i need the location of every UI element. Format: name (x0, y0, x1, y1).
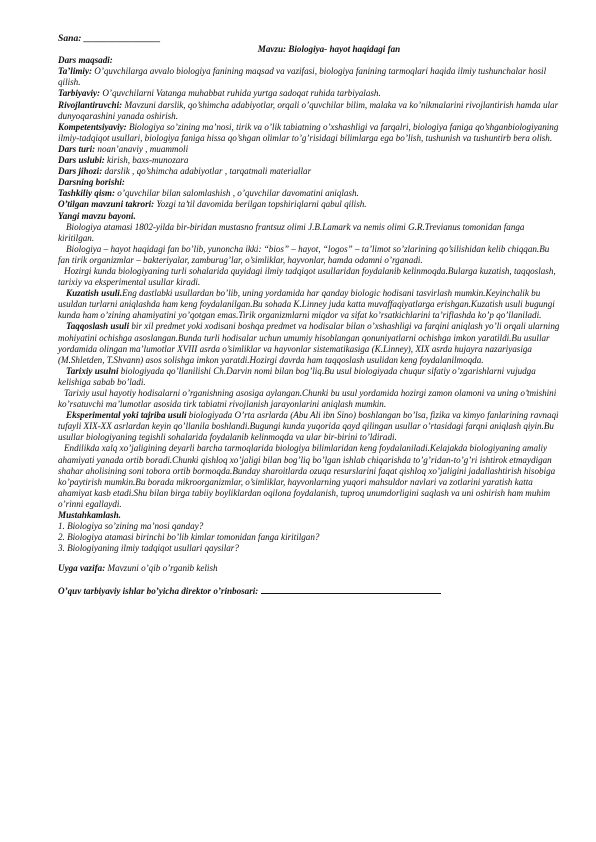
lesson-method (58, 155, 560, 166)
review-question-1: 1. Biologiya so’zining ma’nosi qanday? (58, 521, 204, 532)
goal-kompetent (58, 122, 560, 144)
goals-heading: Dars maqsadi: (58, 55, 113, 66)
goal-tarbiyaviy-text: O’quvchilarni Vatanga muhabbat ruhida yurtga sadoqat ruhida tarbiyalash. (100, 88, 381, 99)
lesson-method-label: Dars uslubi: (58, 155, 105, 166)
lesson-method-text: kirish, baxs-munozara (104, 155, 189, 166)
lesson-type-text: noan’anaviy , muammoli (95, 143, 189, 154)
homework-text: Mavzuni o’qib o’rganib kelish (105, 563, 218, 574)
observation-text: Eng dastlabki usullardan bo’lib, uning yordamida har qanday biologic hodisani tasvirlash mumkin.Keyinchalik bu usuldan turlarni aniqlashda ham keng foydalanilgan.Bu sohada K.Linney juda katta muvaffaqiyatlarga erishgan.Kuzatish usuli bugungi kunda ham o’zining ahamiyatini yo’qotgan emas.Tirik organizmlarni miqdor va sifat ko’rsatkichlarini ta’riflashda ko’p qo’llaniladi. (58, 288, 555, 321)
signature-label: O’quv tarbiyaviy ishlar bo’yicha direktor o’rinbosari: (58, 585, 261, 596)
comparison-label: Taqqoslash usuli (66, 321, 130, 332)
goal-kompetent-label: Kompetentsiyaviy: (58, 121, 127, 132)
lesson-type-label: Dars turi: (58, 143, 96, 154)
goal-rivojlantiruvchi (58, 100, 560, 122)
signature-blank (261, 584, 441, 594)
organizational-label: Tashkiliy qism: (58, 188, 116, 199)
homework-label: Uyga vazifa: (58, 563, 106, 574)
lesson-title: Mavzu: Biologiya- hayot haqidagi fan (257, 44, 401, 55)
spacer (58, 554, 560, 563)
organizational-part (58, 188, 560, 199)
goal-rivojlantiruvchi-label: Rivojlantiruvchi: (58, 99, 123, 110)
goal-talimiy (58, 66, 560, 88)
experimental-text: biologiyada O’rta asrlarda (Abu Ali ibn Sino) boshlangan bo’lsa, fizika va kimyo fanlarining ravnaqi tufayli XIX-XX asrlardan keyin qo’llanila boshlandi.Bugungi kunda yuqorida qayd qilingan usullar o’rtasidagi farqni aniqlash qiyin.Bu usullar biologiyaning tegishli sohalarida foydalanib kelinmoqda va ular bir-birini to’ldiradi. (58, 410, 559, 443)
goal-tarbiyaviy-label: Tarbiyaviy: (58, 88, 101, 99)
review-question-2: 2. Biologiya atamasi birinchi bo’lib kimlar tomonidan fanga kiritilgan? (58, 532, 320, 543)
spacer (58, 575, 560, 584)
goal-talimiy-text: O’quvchilarga avvalo biologiya fanining maqsad va vazifasi, biologiya fanining tarmoqlari haqida ilmiy tushunchalar hosil qilish. (58, 66, 547, 88)
goal-tarbiyaviy (58, 88, 560, 99)
comparison-text: bir xil predmet yoki xodisani boshqa predmet va hodisalar bilan o’xshashligi va farqini aniqlash yo’li orqali ularning mohiyatini ochishga asoslangan.Bunda turli hodisalar uchun umumiy hisoblangan qonuniyatlarni ochishga imkon yaratildi.Bu usullar yordamida olingan ma’lumotlar XVIII asrda o’simliklar va hayvonlar sistematikasiga (K.Linney), XIX asrda hujayra nazariyasiga (M.Shletden, T.Shvann) asos solishga imkon yaratdi.Hozirgi davrda ham taqqoslash usulidan keng foydalanilmoqda. (58, 321, 560, 365)
body-paragraph-1: Biologiya atamasi 1802-yilda bir-biridan mustasno frantsuz olimi J.B.Lamark va nemis olimi G.R.Trevianus tomonidan fanga kiritilgan. (58, 221, 525, 243)
body-paragraph-4 (58, 288, 560, 321)
body-paragraph-7: Tarixiy usul hayotiy hodisalarni o’rganishning asosiga aylangan.Chunki bu usul yordamida hozirgi zamon olamoni va uning o’tmishini ko’rsatuvchi ma’lumotlar asosida tirk tabiatni rivojlanish jarayonlarini aniqlash mumkin. (58, 388, 557, 410)
lesson-type (58, 144, 560, 155)
historical-label: Tarixiy usulni (66, 365, 119, 376)
body-paragraph-6 (58, 366, 560, 388)
body-paragraph-2: Biologiya – hayot haqidagi fan bo’lib, yunoncha ikki: “bios” – hayot, “logos” – ta’limot so’zlarining qo’silishidan kelib chiqqan.Bu fan tirik organizmlar – bakteriyalar, zamburug’lar, o’simliklar, hayvonlar, hamda odamni o’rganadi. (58, 243, 550, 265)
new-topic-heading: Yangi mavzu bayoni. (58, 210, 136, 221)
historical-text: biologiyada qo’llanilishi Ch.Darvin nomi bilan bog’liq.Bu usul biologiyada chuqur sifatiy o’zgarishlarni vujudga kelishiga sabab bo’ladi. (58, 365, 536, 387)
review-heading: Mustahkamlash. (58, 510, 121, 521)
homework (58, 563, 560, 574)
lesson-progress-heading: Darsning borishi: (58, 177, 125, 188)
goal-rivojlantiruvchi-text: Mavzuni darslik, qo’shimcha adabiyotlar, orqali o’quvchilar bilim, malaka va ko’nikmalarini rivojlantirish hamda ular dunyoqarashini yanada oshirish. (58, 99, 559, 121)
review-previous-text: Yozgi ta’til davomida berilgan topshiriqlarni qabul qilish. (154, 199, 367, 210)
review-previous-label: O’tilgan mavzuni takrori: (58, 199, 155, 210)
goal-kompetent-text: Biologiya so’zining ma’nosi, tirik va o’lik tabiatning o’xshashligi va farqalri, biologiya faniga qo’shganbiologiyaning ilmiy-tadqiqot usullari, biologiya faniga hissa qo’shgan olimlar to’g’risidagi bilimlarga ega bo’lish, tushunish va tushuntirb bera olish. (58, 121, 559, 143)
observation-label: Kuzatish usuli. (66, 288, 123, 299)
organizational-text: o’quvchilar bilan salomlashish , o’quvchilar davomatini aniqlash. (115, 188, 359, 199)
lesson-equipment (58, 166, 560, 177)
lesson-equipment-label: Dars jihozi: (58, 166, 103, 177)
date-blank: ________________ (83, 33, 161, 44)
review-question-3: 3. Biologiyaning ilmiy tadqiqot usullari qaysilar? (58, 543, 239, 554)
body-paragraph-9: Endilikda xalq xo’jaligining deyarli barcha tarmoqlarida biologiya bilimlaridan keng foydalaniladi.Kelajakda biologiyaning amaliy ahamiyati yanada ortib boradi.Chunki qishloq xo’jaligi bilan bog’liq bo’lgan ishlab chiqarishda to’g’ridan-to’g’ri ishtirok etmaydigan shahar aholisining soni tobora ortib bormoqda.Bunday sharoitlarda ozuqa resurslarini faqat qishloq xo’jaligini jadallashtirish hisobiga ko’paytirish mumkin.Bu borada mikroorganizmlar, o’simliklar, hayvonlarning yuqori mahsuldor navlari va zotlarini yaratish katta ahamiyat kasb etadi.Shu bilan birga tabiiy boyliklardan oqilona foydalanish, tuproq unumdorligini saqlash va uni oshirish ham muhim o’rinni egallaydi. (58, 443, 556, 509)
body-paragraph-3: Hozirgi kunda biologiyaning turli sohalarida quyidagi ilmiy tadqiqot usullaridan foydalanib kelinmoqda.Bularga kuzatish, taqqoslash, tarixiy va eksperimental usullar kiradi. (58, 265, 556, 288)
goal-talimiy-label: Ta’limiy: (58, 66, 93, 77)
experimental-label: Eksperimental yoki tajriba usuli (66, 410, 187, 421)
signature-line (58, 584, 560, 597)
body-paragraph-8 (58, 410, 560, 443)
date-line (58, 33, 560, 44)
date-label: Sana: (58, 33, 84, 44)
lesson-equipment-text: darslik , qo’shimcha adabiyotlar , tarqatmali materiallar (102, 166, 312, 177)
body-paragraph-5 (58, 321, 560, 365)
review-previous (58, 199, 560, 210)
